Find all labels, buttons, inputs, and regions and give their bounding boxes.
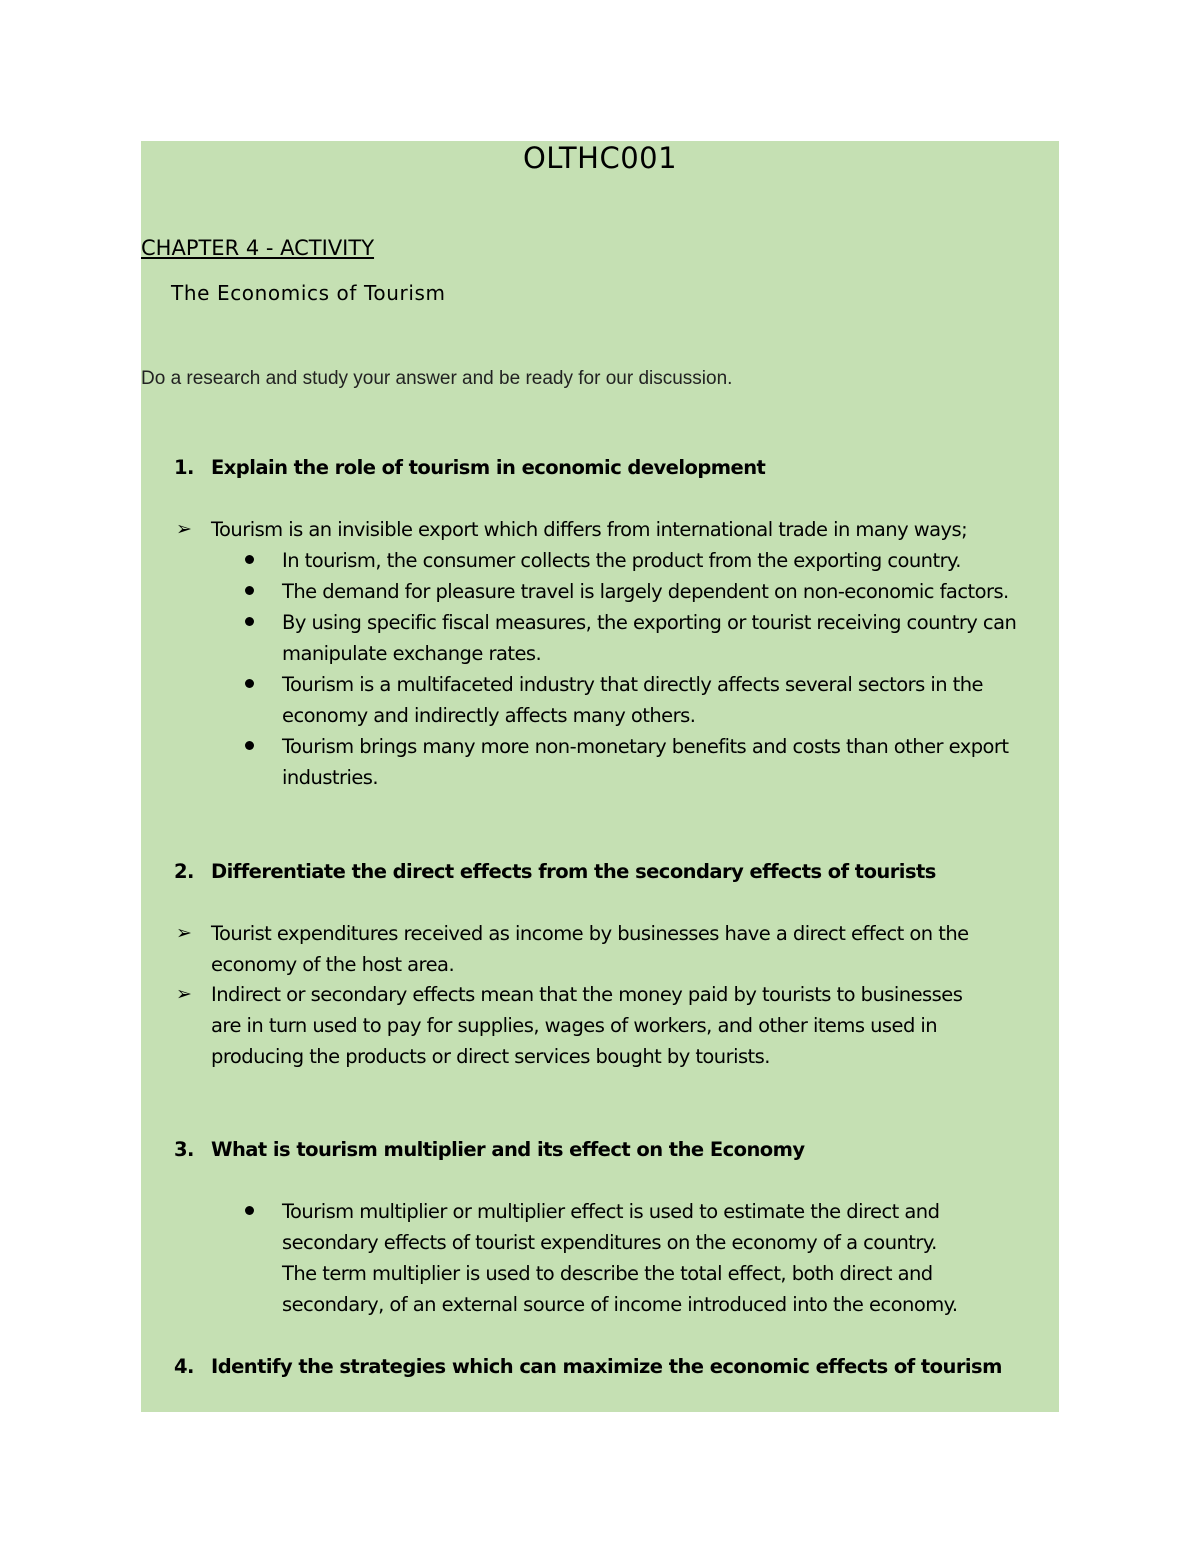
course-code-title: OLTHC001 bbox=[522, 141, 678, 175]
q2-arrow-1-line-2: economy of the host area. bbox=[211, 953, 455, 976]
q3-bullet-line-4: secondary, of an external source of income introduced into the economy. bbox=[282, 1293, 958, 1316]
q2-arrow-1-line-1: Tourist expenditures received as income by businesses have a direct effect on the bbox=[211, 922, 969, 945]
q2-arrow-2-line-2: are in turn used to pay for supplies, wages of workers, and other items used in bbox=[211, 1014, 938, 1037]
q3-bullet-line-2: secondary effects of tourist expenditures on the economy of a country. bbox=[282, 1231, 937, 1254]
q1-bullet-4-line-2: economy and indirectly affects many others. bbox=[282, 704, 696, 727]
arrow-bullet-icon: ➢ bbox=[176, 518, 192, 540]
question-4-number: 4. bbox=[174, 1355, 194, 1378]
question-2-text: Differentiate the direct effects from the secondary effects of tourists bbox=[211, 860, 936, 883]
q1-bullet-2: The demand for pleasure travel is largely dependent on non-economic factors. bbox=[282, 580, 1009, 603]
bullet-dot-icon bbox=[245, 679, 254, 688]
bullet-dot-icon bbox=[245, 586, 254, 595]
arrow-bullet-icon: ➢ bbox=[176, 922, 192, 944]
q1-bullet-3-line-2: manipulate exchange rates. bbox=[282, 642, 542, 665]
chapter-heading: CHAPTER 4 - ACTIVITY bbox=[141, 236, 375, 260]
q1-arrow-point: Tourism is an invisible export which differs from international trade in many ways; bbox=[211, 518, 968, 541]
bullet-dot-icon bbox=[245, 617, 254, 626]
question-1-text: Explain the role of tourism in economic development bbox=[211, 456, 766, 479]
question-3-text: What is tourism multiplier and its effect on the Economy bbox=[211, 1138, 805, 1161]
arrow-bullet-icon: ➢ bbox=[176, 983, 192, 1005]
bullet-dot-icon bbox=[245, 741, 254, 750]
q3-bullet-line-1: Tourism multiplier or multiplier effect is used to estimate the direct and bbox=[282, 1200, 940, 1223]
q1-bullet-5-line-1: Tourism brings many more non-monetary benefits and costs than other export bbox=[282, 735, 1009, 758]
question-2-number: 2. bbox=[174, 860, 194, 883]
q1-bullet-5-line-2: industries. bbox=[282, 766, 379, 789]
activity-subtitle: The Economics of Tourism bbox=[171, 281, 446, 305]
q1-bullet-3-line-1: By using specific fiscal measures, the exporting or tourist receiving country can bbox=[282, 611, 1017, 634]
q1-bullet-4-line-1: Tourism is a multifaceted industry that directly affects several sectors in the bbox=[282, 673, 983, 696]
q2-arrow-2-line-3: producing the products or direct services bought by tourists. bbox=[211, 1045, 770, 1068]
question-1-number: 1. bbox=[174, 456, 194, 479]
question-4-text: Identify the strategies which can maximize the economic effects of tourism bbox=[211, 1355, 1002, 1378]
bullet-dot-icon bbox=[245, 1206, 254, 1215]
bullet-dot-icon bbox=[245, 555, 254, 564]
q1-bullet-1: In tourism, the consumer collects the product from the exporting country. bbox=[282, 549, 961, 572]
q3-bullet-line-3: The term multiplier is used to describe the total effect, both direct and bbox=[282, 1262, 933, 1285]
q2-arrow-2-line-1: Indirect or secondary effects mean that the money paid by tourists to businesses bbox=[211, 983, 963, 1006]
question-3-number: 3. bbox=[174, 1138, 194, 1161]
instruction-text: Do a research and study your answer and be ready for our discussion. bbox=[141, 368, 733, 389]
